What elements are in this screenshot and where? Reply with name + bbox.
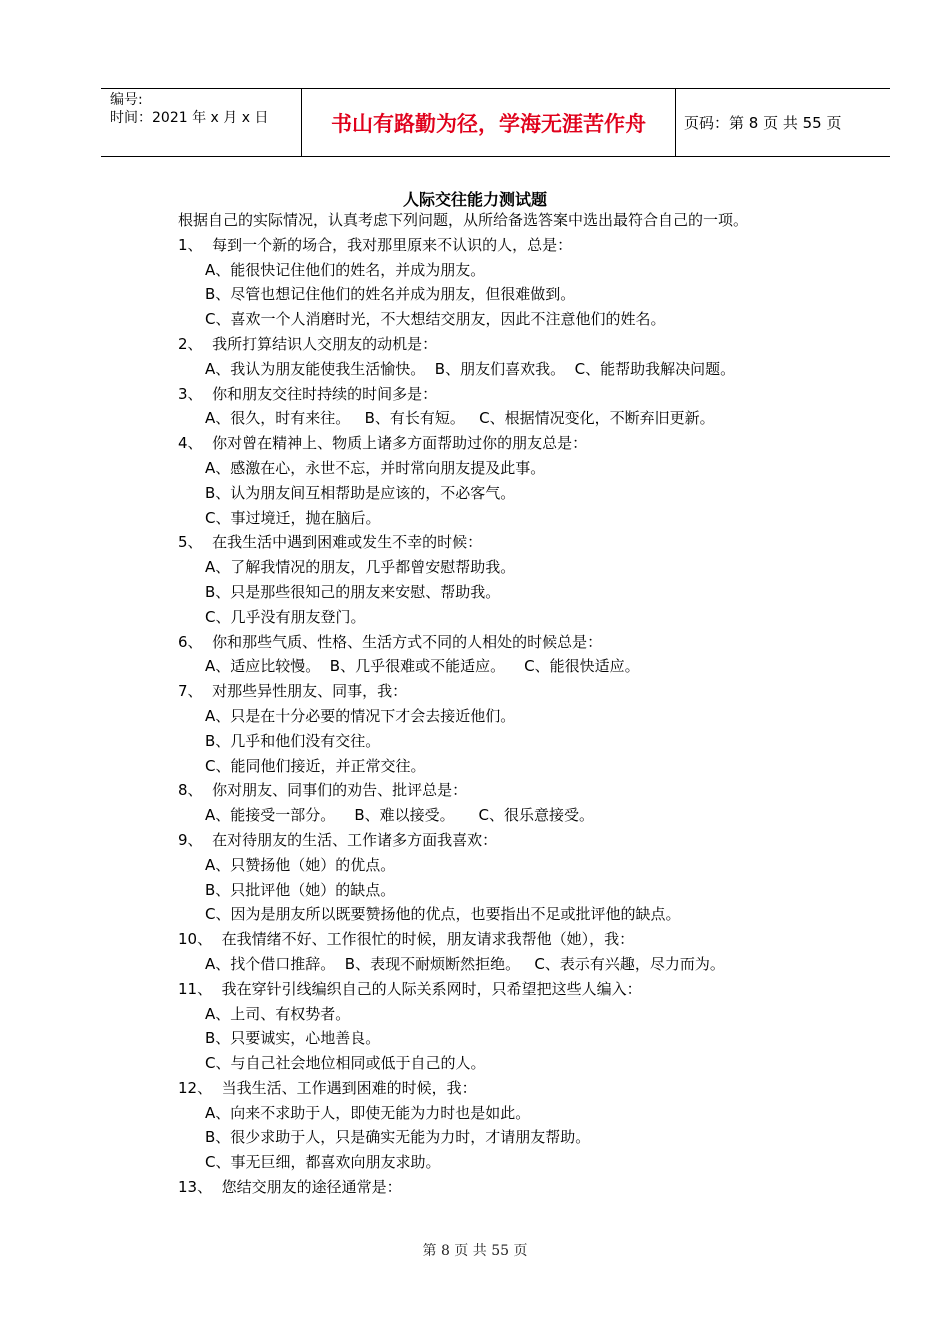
option-line: A、能很快记住他们的姓名，并成为朋友。	[205, 260, 486, 279]
option-line: A、找个借口推辞。 B、表现不耐烦断然拒绝。 C、表示有兴趣，尽力而为。	[205, 954, 725, 973]
question-line: 3、 你和朋友交往时持续的时间多是：	[178, 384, 438, 403]
question-line: 6、 你和那些气质、性格、生活方式不同的人相处的时候总是：	[178, 632, 603, 651]
option-line: A、只赞扬他（她）的优点。	[205, 855, 396, 874]
header-page-info: 页码：第 8 页 共 55 页	[684, 114, 842, 132]
question-line: 7、 对那些异性朋友、同事，我：	[178, 682, 408, 701]
option-line: B、只要诚实，心地善良。	[205, 1029, 381, 1048]
question-line: 13、 您结交朋友的途径通常是：	[178, 1178, 402, 1197]
option-line: B、几乎和他们没有交往。	[205, 731, 381, 750]
question-line: 11、 我在穿针引线编织自己的人际关系网时，只希望把这些人编入：	[178, 979, 642, 998]
question-line: 9、 在对待朋友的生活、工作诸多方面我喜欢：	[178, 830, 498, 849]
option-line: C、事无巨细，都喜欢向朋友求助。	[205, 1153, 441, 1172]
question-line: 1、 每到一个新的场合，我对那里原来不认识的人，总是：	[178, 235, 573, 254]
option-line: A、上司、有权势者。	[205, 1004, 351, 1023]
header-meta-cell	[101, 89, 302, 156]
option-line: A、我认为朋友能使我生活愉快。 B、朋友们喜欢我。 C、能帮助我解决问题。	[205, 359, 736, 378]
question-line: 12、 当我生活、工作遇到困难的时候，我：	[178, 1078, 477, 1097]
option-line: B、很少求助于人，只是确实无能为力时，才请朋友帮助。	[205, 1128, 591, 1147]
option-line: B、认为朋友间互相帮助是应该的，不必客气。	[205, 483, 516, 502]
option-line: A、能接受一部分。 B、难以接受。 C、很乐意接受。	[205, 806, 594, 825]
option-line: A、只是在十分必要的情况下才会去接近他们。	[205, 706, 516, 725]
question-line: 5、 在我生活中遇到困难或发生不幸的时候：	[178, 533, 483, 552]
question-line: 2、 我所打算结识人交朋友的动机是：	[178, 334, 438, 353]
option-line: C、喜欢一个人消磨时光，不大想结交朋友，因此不注意他们的姓名。	[205, 310, 666, 329]
option-line: B、只是那些很知己的朋友来安慰、帮助我。	[205, 582, 501, 601]
option-line: C、因为是朋友所以既要赞扬他的优点，也要指出不足或批评他的缺点。	[205, 905, 681, 924]
option-line: A、了解我情况的朋友，几乎都曾安慰帮助我。	[205, 558, 516, 577]
page-footer: 第 8 页 共 55 页	[422, 1243, 528, 1259]
document-body	[178, 208, 878, 1200]
option-line: C、能同他们接近，并正常交往。	[205, 756, 426, 775]
question-line: 10、 在我情绪不好、工作很忙的时候，朋友请求我帮他（她），我：	[178, 930, 635, 949]
option-line: C、与自己社会地位相同或低于自己的人。	[205, 1054, 486, 1073]
question-line: 4、 你对曾在精神上、物质上诸多方面帮助过你的朋友总是：	[178, 434, 588, 453]
number-label: 编号:	[110, 92, 143, 108]
question-list	[178, 233, 878, 1200]
time-label: 时间：2021 年 x 月 x 日	[110, 110, 269, 126]
option-line: A、向来不求助于人，即使无能为力时也是如此。	[205, 1103, 531, 1122]
option-line: C、几乎没有朋友登门。	[205, 607, 366, 626]
option-line: A、感激在心，永世不忘，并时常向朋友提及此事。	[205, 458, 546, 477]
intro-paragraph: 根据自己的实际情况，认真考虑下列问题，从所给备选答案中选出最符合自己的一项。	[178, 211, 749, 229]
page-header	[101, 88, 890, 157]
option-line: A、很久，时有来往。 B、有长有短。 C、根据情况变化，不断弃旧更新。	[205, 409, 715, 428]
option-line: A、适应比较慢。 B、几乎很难或不能适应。 C、能很快适应。	[205, 657, 640, 676]
option-line: B、尽管也想记住他们的姓名并成为朋友，但很难做到。	[205, 285, 576, 304]
option-line: C、事过境迁，抛在脑后。	[205, 508, 381, 527]
header-motto: 书山有路勤为径，学海无涯苦作舟	[302, 89, 676, 156]
option-line: B、只批评他（她）的缺点。	[205, 880, 396, 899]
question-line: 8、 你对朋友、同事们的劝告、批评总是：	[178, 781, 468, 800]
document-title: 人际交往能力测试题	[402, 190, 547, 209]
